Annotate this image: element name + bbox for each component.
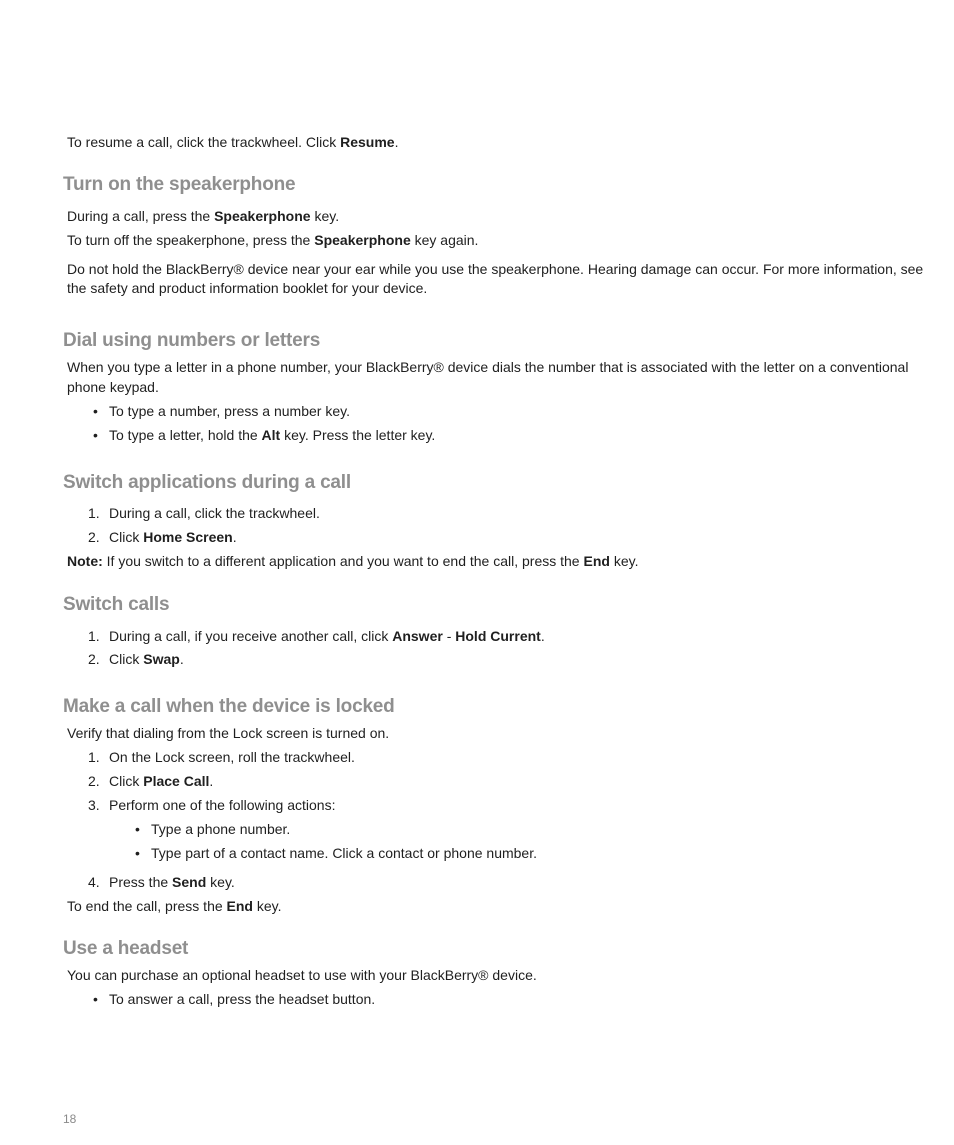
heading-locked-call: Make a call when the device is locked xyxy=(63,696,395,717)
bullet-icon: • xyxy=(93,427,98,443)
heading-headset: Use a headset xyxy=(63,938,189,959)
dial-intro-line-2: phone keypad. xyxy=(67,379,159,395)
page-number: 18 xyxy=(63,1112,77,1126)
bullet-icon: • xyxy=(93,403,98,419)
step-number: 1. xyxy=(88,505,100,521)
bullet-icon: • xyxy=(135,821,140,837)
locked-step-4: Press the Send key. xyxy=(109,874,235,890)
dial-bullet-2: To type a letter, hold the Alt key. Press the letter key. xyxy=(109,427,436,443)
locked-sub-bullet-1: Type a phone number. xyxy=(151,821,291,837)
dial-bullet-1: To type a number, press a number key. xyxy=(109,403,350,419)
dial-intro-line-1: When you type a letter in a phone number, your BlackBerry® device dials the number that is associated with the letter on a conventional xyxy=(67,359,909,375)
step-number: 1. xyxy=(88,749,100,765)
locked-intro: Verify that dialing from the Lock screen is turned on. xyxy=(67,725,390,741)
switch-apps-step-1: During a call, click the trackwheel. xyxy=(109,505,320,521)
locked-step-1: On the Lock screen, roll the trackwheel. xyxy=(109,749,355,765)
switch-calls-step-1: During a call, if you receive another call, click Answer - Hold Current. xyxy=(109,628,545,644)
heading-switch-calls: Switch calls xyxy=(63,594,170,615)
speaker-warning-line-2: the safety and product information booklet for your device. xyxy=(67,280,428,296)
step-number: 3. xyxy=(88,797,100,813)
locked-step-2: Click Place Call. xyxy=(109,773,214,789)
switch-apps-note: Note: If you switch to a different application and you want to end the call, press the End key. xyxy=(67,553,639,569)
speaker-line-1: During a call, press the Speakerphone key. xyxy=(67,208,340,224)
heading-dial: Dial using numbers or letters xyxy=(63,330,321,351)
step-number: 2. xyxy=(88,529,100,545)
headset-bullet-1: To answer a call, press the headset button. xyxy=(109,991,376,1007)
bullet-icon: • xyxy=(135,845,140,861)
locked-step-3: Perform one of the following actions: xyxy=(109,797,336,813)
headset-intro: You can purchase an optional headset to use with your BlackBerry® device. xyxy=(67,967,537,983)
step-number: 2. xyxy=(88,651,100,667)
resume-paragraph: To resume a call, click the trackwheel. Click Resume. xyxy=(67,134,399,150)
switch-calls-step-2: Click Swap. xyxy=(109,651,184,667)
speaker-warning-line-1: Do not hold the BlackBerry® device near your ear while you use the speakerphone. Hearing damage can occur. For more information, see xyxy=(67,261,924,277)
heading-speakerphone: Turn on the speakerphone xyxy=(63,174,296,195)
step-number: 1. xyxy=(88,628,100,644)
switch-apps-step-2: Click Home Screen. xyxy=(109,529,237,545)
step-number: 4. xyxy=(88,874,100,890)
locked-end: To end the call, press the End key. xyxy=(67,898,282,914)
heading-switch-apps: Switch applications during a call xyxy=(63,472,351,493)
locked-sub-bullet-2: Type part of a contact name. Click a contact or phone number. xyxy=(151,845,537,861)
bullet-icon: • xyxy=(93,991,98,1007)
speaker-line-2: To turn off the speakerphone, press the Speakerphone key again. xyxy=(67,232,479,248)
step-number: 2. xyxy=(88,773,100,789)
